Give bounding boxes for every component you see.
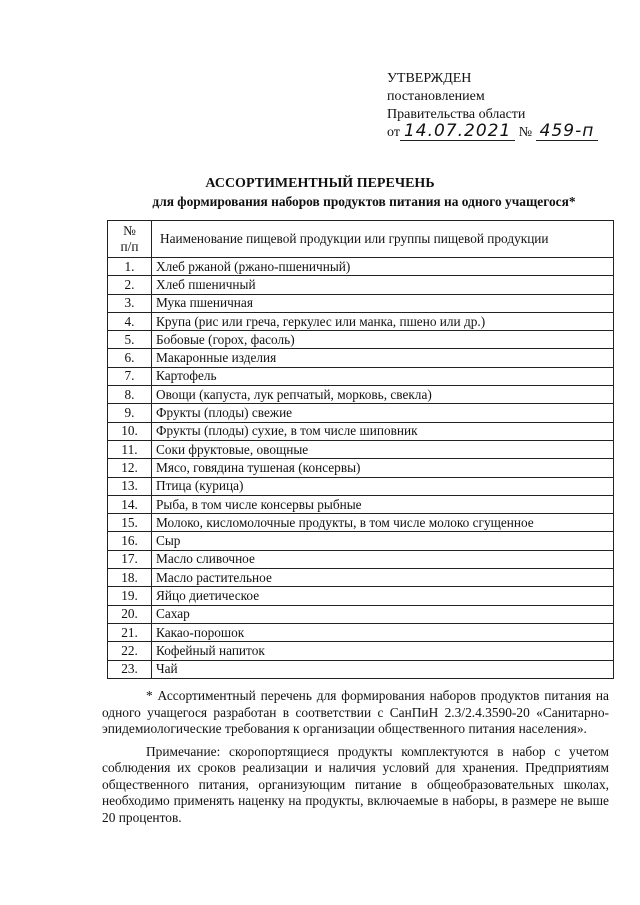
row-product-name: Молоко, кисломолочные продукты, в том числе молоко сгущенное (152, 514, 614, 532)
table-row (108, 459, 614, 477)
row-number: 9. (108, 404, 152, 422)
row-product-name: Фрукты (плоды) свежие (152, 404, 614, 422)
row-product-name: Фрукты (плоды) сухие, в том числе шиповник (152, 422, 614, 440)
table-header-row (108, 221, 614, 258)
notes-block (102, 688, 609, 832)
row-product-name: Крупа (рис или греча, геркулес или манка, пшено или др.) (152, 312, 614, 330)
number-prefix: № (518, 125, 533, 140)
table-row (108, 477, 614, 495)
row-product-name: Соки фруктовые, овощные (152, 440, 614, 458)
row-number: 14. (108, 495, 152, 513)
approval-line-approved: УТВЕРЖДЕН (387, 71, 472, 86)
table-row (108, 514, 614, 532)
table-row (108, 642, 614, 660)
date-prefix: от (387, 125, 400, 140)
approval-block (387, 70, 598, 144)
product-list-table (107, 220, 614, 679)
header-name-cell: Наименование пищевой продукции или группы пищевой продукции (152, 221, 614, 258)
row-number: 13. (108, 477, 152, 495)
table-row (108, 349, 614, 367)
row-product-name: Овощи (капуста, лук репчатый, морковь, свекла) (152, 386, 614, 404)
document-subtitle: для формирования наборов продуктов питания на одного учащегося* (152, 194, 576, 209)
row-number: 20. (108, 605, 152, 623)
table-row (108, 550, 614, 568)
table-row (108, 386, 614, 404)
row-number: 22. (108, 642, 152, 660)
row-product-name: Картофель (152, 367, 614, 385)
row-product-name: Хлеб пшеничный (152, 276, 614, 294)
approval-line-resolution: постановлением (387, 89, 485, 104)
handwritten-date: 14.07.2021 (400, 122, 515, 141)
row-number: 12. (108, 459, 152, 477)
table-row (108, 660, 614, 678)
header-number-symbol: № (123, 223, 136, 238)
row-product-name: Мука пшеничная (152, 294, 614, 312)
table-row (108, 367, 614, 385)
footnote-text: * Ассортиментный перечень для формирования наборов продуктов питания на одного учащегося разработан в соответствии с СанПиН 2.3/2.4.3590-20 «Санитарно-эпидемиологические требования к организации общественного питания населения». (102, 688, 609, 736)
table-row (108, 587, 614, 605)
row-number: 15. (108, 514, 152, 532)
table-row (108, 258, 614, 276)
header-number-cell (108, 221, 152, 258)
row-product-name: Птица (курица) (152, 477, 614, 495)
row-number: 17. (108, 550, 152, 568)
row-number: 10. (108, 422, 152, 440)
row-number: 21. (108, 623, 152, 641)
table-row (108, 623, 614, 641)
row-number: 6. (108, 349, 152, 367)
handwritten-number: 459-п (536, 122, 599, 141)
row-product-name: Какао-порошок (152, 623, 614, 641)
row-number: 1. (108, 258, 152, 276)
row-product-name: Хлеб ржаной (ржано-пшеничный) (152, 258, 614, 276)
row-product-name: Масло сливочное (152, 550, 614, 568)
table-row (108, 404, 614, 422)
table-row (108, 495, 614, 513)
row-number: 5. (108, 331, 152, 349)
row-number: 3. (108, 294, 152, 312)
row-product-name: Мясо, говядина тушеная (консервы) (152, 459, 614, 477)
document-title: АССОРТИМЕНТНЫЙ ПЕРЕЧЕНЬ (205, 176, 435, 191)
row-product-name: Сахар (152, 605, 614, 623)
row-product-name: Сыр (152, 532, 614, 550)
row-number: 16. (108, 532, 152, 550)
row-number: 2. (108, 276, 152, 294)
row-product-name: Рыба, в том числе консервы рыбные (152, 495, 614, 513)
row-number: 19. (108, 587, 152, 605)
row-product-name: Яйцо диетическое (152, 587, 614, 605)
row-number: 7. (108, 367, 152, 385)
approval-date-line (387, 122, 598, 142)
table-row (108, 569, 614, 587)
row-product-name: Макаронные изделия (152, 349, 614, 367)
row-number: 23. (108, 660, 152, 678)
header-number-label: п/п (120, 239, 139, 254)
row-product-name: Чай (152, 660, 614, 678)
row-product-name: Бобовые (горох, фасоль) (152, 331, 614, 349)
approval-line-government: Правительства области (387, 107, 526, 122)
row-number: 18. (108, 569, 152, 587)
note-text: Примечание: скоропортящиеся продукты комплектуются в набор с учетом соблюдения их сроков реализации и наличия условий для хранения. Предприятиям общественного питания, организующим питание в общеобразовательных школах, необходимо применять наценку на продукты, включаемые в наборы, в размере не выше 20 процентов. (102, 743, 609, 825)
table-row (108, 331, 614, 349)
table-row (108, 422, 614, 440)
row-product-name: Кофейный напиток (152, 642, 614, 660)
table-row (108, 276, 614, 294)
table-row (108, 294, 614, 312)
table-row (108, 440, 614, 458)
table-row (108, 312, 614, 330)
row-number: 4. (108, 312, 152, 330)
row-number: 11. (108, 440, 152, 458)
row-product-name: Масло растительное (152, 569, 614, 587)
table-row (108, 605, 614, 623)
table-row (108, 532, 614, 550)
row-number: 8. (108, 386, 152, 404)
